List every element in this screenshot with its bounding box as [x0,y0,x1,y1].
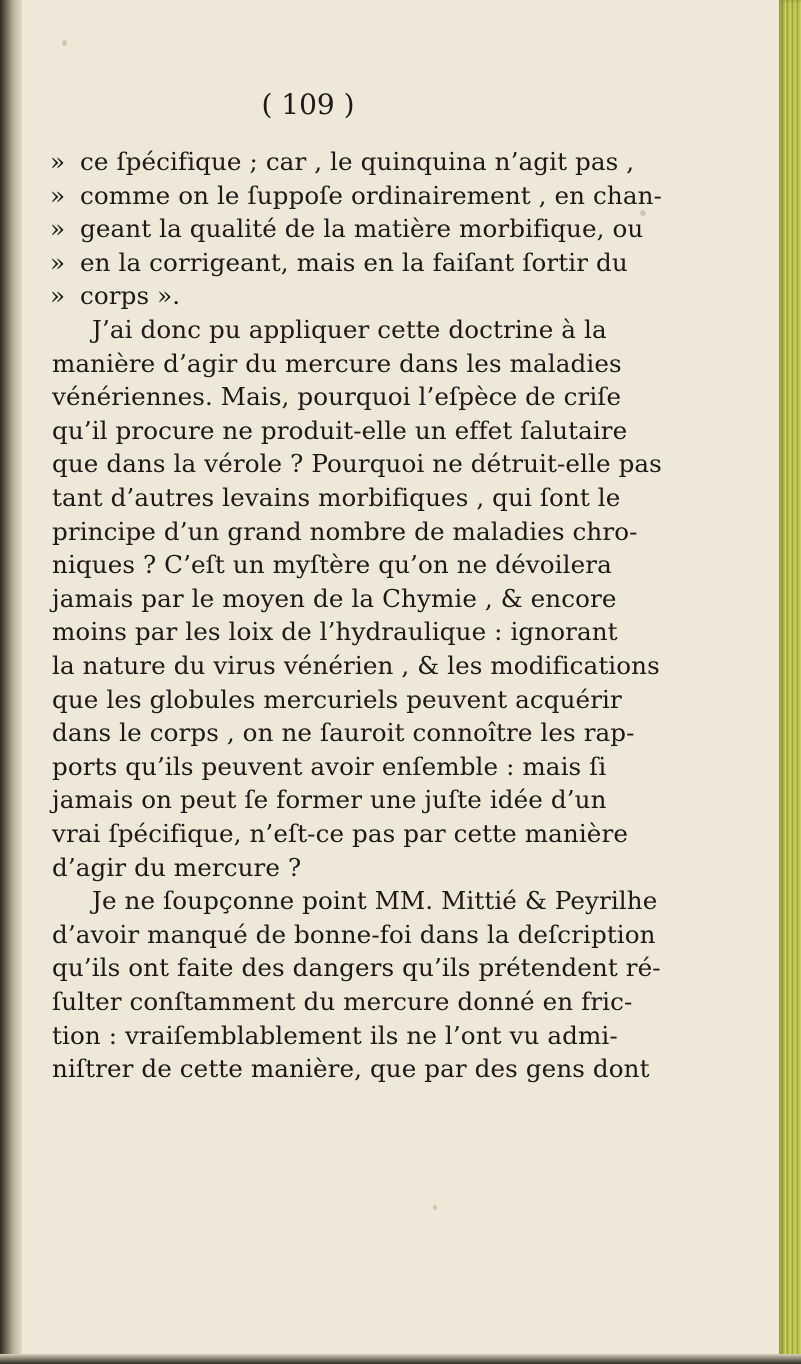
quote-mark: » [50,247,66,277]
line-text: moins par les loix de l’hydraulique : ignorant [52,617,618,647]
line-text: en la corrigeant, mais en la faiſant ſortir du [80,247,628,277]
quote-mark: » [50,281,66,311]
line-text: vénériennes. Mais, pourquoi l’eſpèce de criſe [52,382,622,412]
line-text: jamais par le moyen de la Chymie , & encore [52,583,617,613]
line-text: que dans la vérole ? Pourquoi ne détruit-elle pas [52,449,662,479]
page-edges [779,0,801,1364]
line-text: tion : vraiſemblablement ils ne l’ont vu admi- [52,1020,618,1050]
line-text: tant d’autres levains morbifiques , qui ſont le [52,483,621,512]
line-text: ports qu’ils peuvent avoir enſemble : mais ſi [52,751,607,781]
line-text: d’agir du mercure ? [52,852,302,882]
line-text: que les globules mercuriels peuvent acquérir [52,684,622,714]
line-text: niques ? C’eſt un myſtère qu’on ne dévoilera [52,550,612,580]
line-text: vrai ſpécifique, n’eſt-ce pas par cette manière [52,819,628,848]
line-text: qu’ils ont faite des dangers qu’ils prétendent ré- [52,953,661,983]
line-text: corps ». [80,281,181,311]
line-text: geant la qualité de la matière morbifique, ou [80,214,644,244]
paper-spot [433,1205,437,1210]
page-bottom-edge [0,1354,801,1364]
quote-mark: » [50,214,66,244]
line-text: principe d’un grand nombre de maladies chro- [52,516,638,546]
binding-gutter [0,0,22,1364]
line-text: J’ai donc pu appliquer cette doctrine à la [92,315,607,344]
line-text: dans le corps , on ne ſauroit connoître les rap- [52,718,635,748]
line-text: niſtrer de cette manière, que par des gens dont [52,1054,650,1084]
quote-mark: » [50,180,66,210]
line-text: comme on le ſuppoſe ordinairement , en chan- [80,180,662,210]
quote-mark: » [50,147,66,176]
page-number: ( 109 ) [261,88,355,121]
line-text: manière d’agir du mercure dans les maladies [52,348,622,378]
paper-spot [62,40,67,46]
line-text: ſulter conſtamment du mercure donné en fric- [52,987,633,1016]
line-text: ce ſpécifique ; car , le quinquina n’agit pas , [80,147,635,176]
line-text: d’avoir manqué de bonne-foi dans la deſcription [52,919,656,949]
line-text: Je ne ſoupçonne point MM. Mittié & Peyrilhe [92,886,658,916]
line-text: la nature du virus vénérien , & les modifications [52,651,660,680]
line-text: jamais on peut ſe former une juſte idée d’un [52,785,607,815]
line-text: qu’il procure ne produit-elle un effet ſalutaire [52,415,628,445]
